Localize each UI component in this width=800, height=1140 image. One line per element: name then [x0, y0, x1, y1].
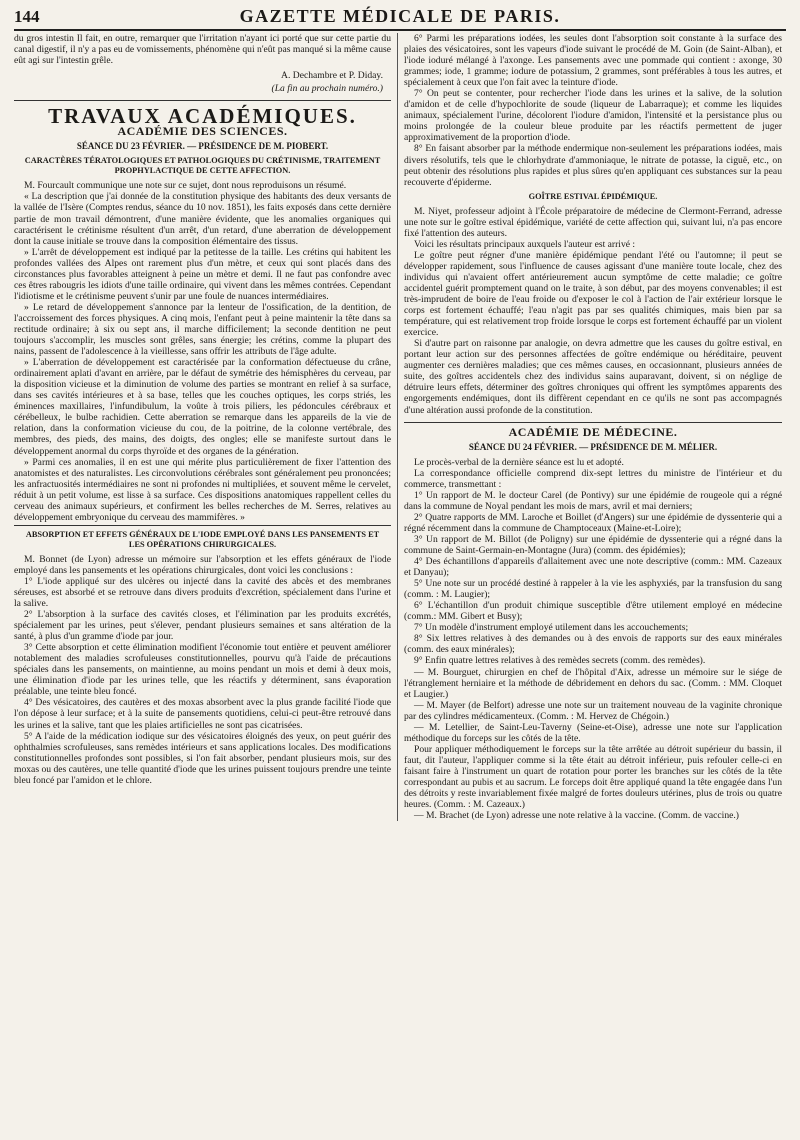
journal-title: GAZETTE MÉDICALE DE PARIS.: [239, 6, 561, 26]
columns: [14, 33, 786, 821]
authors-signature: A. Dechambre et P. Diday.: [281, 70, 383, 82]
paragraph: 4° Des échantillons d'appareils d'allaitement avec une note descriptive (comm.: MM. Cazeaux et Danyau);: [404, 556, 782, 579]
seance-line: SÉANCE DU 24 FÉVRIER. — PRÉSIDENCE DE M. MÉLIER.: [468, 441, 718, 452]
paragraph: Voici les résultats principaux auxquels l'auteur est arrivé :: [414, 238, 636, 250]
continued-note: (La fin au prochain numéro.): [271, 83, 383, 95]
paragraph: » Le retard de développement s'annonce par la lenteur de l'ossification, de la dentition, de l'accroissement des forces physiques. A cinq mois, l'enfant peut à peine maintenir la tête dans sa rectitude ordinaire; à six ou sept ans, il marche difficilement; la seconde dentition ne peut toujours s'accomplir, les muscles sont grêles, sans énergie; les crétins, comme la plupart des nains, passent de l'adolescence à la vieillesse, sans offrir les attributs de l'âge adulte.: [14, 301, 391, 358]
paragraph: Le procès-verbal de la dernière séance est lu et adopté.: [414, 456, 624, 468]
intro-paragraph: du gros intestin Il fait, en outre, remarquer que l'irritation n'ayant ici porté que sur cette partie du canal digestif, il n'y a pas eu de vomissements, phénomène qui n'eût pas manqué si la même cause eût agi sur l'intestin grêle.: [14, 33, 391, 67]
paragraph: Le goître peut régner d'une manière épidémique pendant l'été ou l'automne; il peut se développer rapidement, sous l'influence de causes agissant d'une manière toute locale, chez des individus qui n'avaient offert antérieurement aucun symptôme de cette maladie; ce goître accidentel guérit promptement quand on le traite, à son début, par des moyens convenables; il est très-imprudent de boire de l'eau froide ou d'exposer le col à l'action de l'air extérieur lorsque le corps est fortement échauffé; l'eau n'agit pas par ses qualités chimiques, mais bien par sa température, qui est relativement trop froide lorsque le corps est fortement échauffé par un violent exercice.: [404, 249, 782, 339]
paragraph: 7° On peut se contenter, pour rechercher l'iode dans les urines et la salive, de la solution d'amidon et de celle d'hypochlorite de soude (liqueur de Labarraque); et comme les liquides animaux, spécialement l'urine, décolorent l'iodure d'amidon, l'intensité et la persistance plus ou moins prolongée de la couleur bleue produite par les réactifs permettent de juger approximativement de la proportion d'iode.: [404, 88, 782, 144]
paragraph: 8° Six lettres relatives à des demandes ou à des envois de rapports sur des eaux minérales (comm. des eaux minérales);: [404, 633, 782, 656]
divider: [14, 100, 391, 101]
paragraph: Pour appliquer méthodiquement le forceps sur la tête arrêtée au détroit supérieur du bassin, il faut, dit l'auteur, l'appliquer comme si la tête était au détroit inférieur, puis refouler celle-ci en faisant faire à l'instrument un quart de rotation pour porter les branches sur les côtés de la tête correspondant au pubis et au sacrum. Le forceps doit être appliqué quand la tête engagée dans l'un des détroits y reste invariablement fixée malgré de fortes douleurs utérines, plus de trois ou quatre heures. (Comm. : M. Cazeaux.): [404, 743, 782, 811]
article-title: CARACTÈRES TÉRATOLOGIQUES ET PATHOLOGIQUES DU CRÉTINISME, TRAITEMENT PROPHYLACTIQUE DE CETTE AFFECTION.: [24, 156, 381, 176]
paragraph: 2° L'absorption à la surface des cavités closes, et l'élimination par les produits excrétés, spécialement par les urines, peut s'élever, pendant plusieurs semaines et sans altération de la santé, à plus d'un gramme d'iode par jour.: [14, 609, 391, 643]
seance-line: SÉANCE DU 23 FÉVRIER. — PRÉSIDENCE DE M. PIOBERT.: [76, 141, 329, 152]
paragraph: » L'aberration de développement est caractérisée par la conformation défectueuse du crâne, ordinairement aplati d'avant en arrière, par le défaut de symétrie des hémisphères du cerveau, par la disposition vicieuse et la diminution de volume des parties se montrant en relief à sa surface, dans ses cavités intérieures et à sa base, telles que les couches optiques, les corps striés, les éminences maxillaires, l'infundibulum, la voûte à trois piliers, les pédoncules cérébraux et cérébelleux, le bulbe rachidien. Cette aberration se remarque dans les appareils de la vie de relation, dans la conformation vicieuse du cou, de la poitrine, de la colonne vertébrale, des membres, des pieds, des mains, des doigts, des ongles; elle se manifeste surtout dans le développement anormal du corps thyroïde et des organes de la génération.: [14, 357, 391, 457]
divider: [404, 422, 782, 423]
paragraph: 5° A l'aide de la médication iodique sur des vésicatoires éloignés des yeux, on peut guérir des ophthalmies scrofuleuses, sans remèdes intérieurs et sans applications locales. Des modifications constitutionnelles profondes sont possibles, si l'on fait absorber, pendant plusieurs mois, sur des moxas ou des cautères, une telle quantité d'iode que les urines puissent toujours prendre une teinte bleu foncé par l'amidon et le chlore.: [14, 730, 391, 786]
paragraph: Si d'autre part on raisonne par analogie, on devra admettre que les causes du goître estival, en portant leur action sur des personnes affectées de goître endémique ou héréditaire, peuvent augmenter ces dernières maladies; que ces mêmes causes, en occasionnant, plusieurs années de suite, des goîtres accidentels chez des individus sains auparavant, doivent, si on néglige de détruire leurs effets, déterminer des goîtres chroniques qui offrent les symptômes apparents des engorgements endémiques, dont ils diffèrent cependant en ce qu'ils ne sont pas accompagnés d'une altération aussi profonde de la constitution.: [404, 338, 782, 416]
paragraph: 9° Enfin quatre lettres relatives à des remèdes secrets (comm. des remèdes).: [414, 655, 706, 667]
academy-title: ACADÉMIE DE MÉDECINE.: [508, 424, 678, 439]
paragraph: 3° Cette absorption et cette élimination modifient l'économie tout entière et peuvent améliorer notablement des maladies scrofuleuses constitutionnelles, pourvu qu'à l'aide de précautions spéciales dans les pansements, on maintienne, au moins pendant un mois et demi à deux mois, une élimination d'iode par les urines telle, que les réactifs y déterminent, sans évaporation préalable, une teinte bleu foncé.: [14, 642, 391, 698]
paragraph: 1° Un rapport de M. le docteur Carel (de Pontivy) sur une épidémie de rougeole qui a régné dans la commune de Noyal pendant les mois de mars, avril et mai derniers;: [404, 489, 782, 512]
divider: [14, 525, 391, 526]
paragraph: — M. Brachet (de Lyon) adresse une note relative à la vaccine. (Comm. de vaccine.): [414, 810, 739, 822]
paragraph: 5° Une note sur un procédé destiné à rappeler à la vie les asphyxiés, par la transfusion du sang (comm. : M. Laugier);: [404, 578, 782, 601]
paragraph: La correspondance officielle comprend dix-sept lettres du ministre de l'intérieur et du commerce, transmettant :: [404, 467, 782, 490]
article-body: [14, 180, 391, 522]
paragraph: 6° L'échantillon d'un produit chimique susceptible d'être utilement employé en médecine (comm.: MM. Gibert et Busy);: [404, 600, 782, 623]
paragraph: M. Bonnet (de Lyon) adresse un mémoire sur l'absorption et les effets généraux de l'iode employé dans les pansements et les opérations chirurgicales, dont voici les conclusions :: [14, 553, 391, 576]
paragraph: 2° Quatre rapports de MM. Laroche et Boillet (d'Angers) sur une épidémie de dyssenterie qui a régné récemment dans la commune de Champtoceaux (Maine-et-Loire);: [404, 511, 782, 534]
article-body: [404, 206, 782, 416]
paragraph: » Parmi ces anomalies, il en est une qui mérite plus particulièrement de fixer l'attention des anatomistes et des naturalistes. Les circonvolutions cérébrales sont généralement peu prononcées; les anfractuosités intermédiaires ne sont ni profondes ni multipliées, et souvent même le cervelet, réduit à un petit volume, est lisse à sa surface. Ces dispositions anatomiques rappellent celles du cerveau des animaux supérieurs, et confirment les belles recherches de M. Serres, relatives au développement embryonique du cerveau des mammifères. »: [14, 456, 391, 523]
paragraph: M. Niyet, professeur adjoint à l'École préparatoire de médecine de Clermont-Ferrand, adresse une note sur le goître estival épidémique, variété de cette affection qui, suivant lui, n'a pas encore fixé l'attention des auteurs.: [404, 205, 782, 239]
article-body: [404, 457, 782, 822]
paragraph: « La description que j'ai donnée de la constitution physique des habitants des deux versants de la vallée de l'Isère (Comptes rendus, séance du 10 nov. 1851), les faits exposés dans cette dernière partie de mon travail démontrent, d'une manière évidente, que les anomalies organiques qui caractérisent le crétinisme résultent d'un arrêt, d'un retard, d'une aberration de développement dont la cause initiale se trouve dans la composition élémentaire des tissus.: [14, 191, 391, 247]
left-column: [14, 33, 398, 821]
page-header: [14, 6, 786, 31]
paragraph: 8° En faisant absorber par la méthode endermique non-seulement les préparations iodées, mais divers résolutifs, tels que le chlorhydrate d'ammoniaque, le nitrate de potasse, la ciguë, etc., on peut obtenir des résolutions plus rapides et plus sûres qu'en appliquant ces substances sur la peau recouverte d'épiderme.: [404, 143, 782, 188]
page-number: 144: [14, 7, 40, 26]
paragraph: 4° Des vésicatoires, des cautères et des moxas absorbent avec la plus grande facilité l'iode que l'on dépose à leur surface; et à la suite de pansements quotidiens, celui-ci peut-être retrouvé dans les urines et la salive, tant que les plaies artificielles ne sont pas cicatrisées.: [14, 697, 391, 731]
paragraph: » L'arrêt de développement est indiqué par la petitesse de la taille. Les crétins qui habitent les profondes vallées des Alpes ont rarement plus d'un mètre, et ceux qui sont placés dans des circonstances plus favorables atteignent à peine un mètre et demi. Il ne faut pas confondre avec ces êtres rabougris les idiots d'une taille ordinaire, qui vivent dans les mêmes contrées. Cependant l'idiotisme et le crétinisme peuvent s'unir par une foule de nuances intermédiaires.: [14, 246, 391, 302]
article-title: GOÎTRE ESTIVAL ÉPIDÉMIQUE.: [528, 191, 658, 201]
article-body: [14, 554, 391, 786]
paragraph: — M. Mayer (de Belfort) adresse une note sur un traitement nouveau de la vaginite chronique par des cylindres médicamenteux. (Comm. : M. Hervez de Chégoin.): [404, 699, 782, 722]
paragraph: 3° Un rapport de M. Billot (de Poligny) sur une épidémie de dyssenterie qui a régné dans la commune de Saint-Germain-en-Montagne (Jura) (comm. des épidémies);: [404, 533, 782, 557]
paragraph: 7° Un modèle d'instrument employé utilement dans les accouchements;: [414, 622, 689, 634]
paragraph: — M. Letellier, de Saint-Leu-Taverny (Seine-et-Oise), adresse une note sur l'application méthodique du forceps sur les côtés de la tête.: [404, 721, 782, 744]
section-title: TRAVAUX ACADÉMIQUES.: [48, 104, 357, 129]
paragraph: — M. Bourguet, chirurgien en chef de l'hôpital d'Aix, adresse un mémoire sur le siége de l'étranglement herniaire et la méthode de débridement en dehors du sac. (Comm. : MM. Cloquet et Laugier.): [404, 666, 782, 700]
paragraph: 6° Parmi les préparations iodées, les seules dont l'absorption soit constante à la surface des plaies des vésicatoires, sont les vapeurs d'iode suivant le procédé de M. Goin (de Saint-Alban), et l'iode ioduré mélangé à l'axonge. Les pansements avec une pommade qui contient : axonge, 30 grammes; iode, 1 gramme; iodure de potassium, 2 grammes, sont préférables à tous les autres, et spécialement à ceux que l'on fait avec la teinture d'iode.: [404, 33, 782, 89]
academy-title: ACADÉMIE DES SCIENCES.: [117, 124, 288, 139]
right-column: [398, 33, 782, 821]
article-body: [404, 33, 782, 188]
article-title: ABSORPTION ET EFFETS GÉNÉRAUX DE L'IODE EMPLOYÉ DANS LES PANSEMENTS ET LES OPÉRATIONS CHIRURGICALES.: [25, 529, 380, 549]
paragraph: M. Fourcault communique une note sur ce sujet, dont nous reproduisons un résumé.: [24, 180, 347, 192]
paragraph: 1° L'iode appliqué sur des ulcères ou injecté dans la cavité des abcès et des membranes séreuses, est absorbé et se retrouve dans divers produits d'excrétion, spécialement dans l'urine et la salive.: [14, 575, 391, 610]
